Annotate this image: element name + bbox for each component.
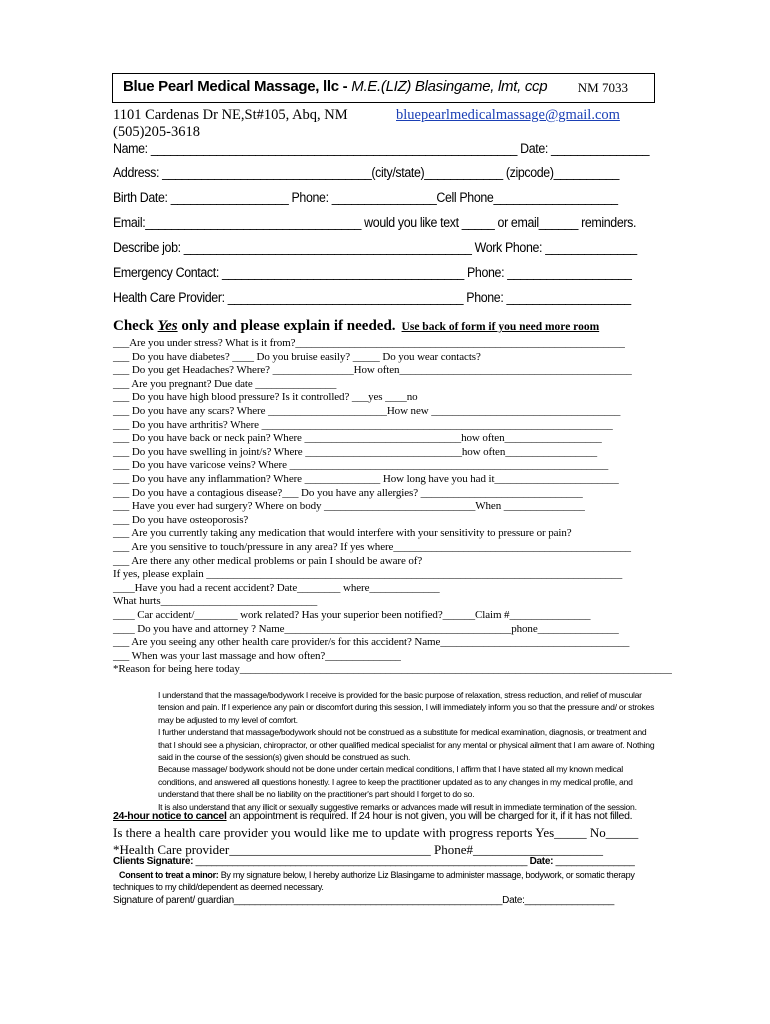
q-varicose-veins[interactable]: ___ Do you have varicose veins? Where ___________________________________________________________	[113, 459, 609, 472]
minor-consent-label: Consent to treat a minor:	[119, 870, 219, 880]
q-medication[interactable]: ___ Are you currently taking any medication that would interfere with your sensitivity to pressure or pain?	[113, 527, 572, 540]
q-explain[interactable]: If yes, please explain _____________________________________________________________________________	[113, 568, 623, 581]
email-reminders-field[interactable]: Email:_________________________________ would you like text _____ or email______ reminders.	[113, 215, 637, 230]
q-what-hurts[interactable]: What hurts_____________________________	[113, 595, 318, 608]
business-email-link[interactable]: bluepearlmedicalmassage@gmail.com	[396, 107, 620, 123]
owner-name: M.E.(LIZ) Blasingame, lmt, ccp	[347, 78, 548, 95]
q-other-problems[interactable]: ___ Are there any other medical problems or pain I should be aware of?	[113, 554, 423, 567]
q-scars[interactable]: ___ Do you have any scars? Where ______________________How new ___________________________________	[113, 405, 621, 417]
name-field[interactable]: Name: ________________________________________________________ Date: _______________	[113, 141, 650, 156]
guardian-signature-line[interactable]: Signature of parent/ guardian___________________________________________________Date:_________________	[113, 895, 615, 906]
emergency-contact-field[interactable]: Emergency Contact: _____________________________________ Phone: ___________________	[113, 265, 632, 280]
header-box	[112, 73, 655, 103]
minor-consent: Consent to treat a minor: By my signature below, I hereby authorize Liz Blasingame to administer massage, bodywork, or somatic therapy techniques to my child/dependent as deemed necessary.	[113, 870, 635, 892]
q-last-massage[interactable]: ___ When was your last massage and how often?______________	[113, 649, 401, 662]
q-arthritis[interactable]: ___ Do you have arthritis? Where _________________________________________________________________	[113, 418, 613, 431]
consent-paragraph: Because massage/ bodywork should not be done under certain medical conditions, I affirm that I have stated all my known medical conditions, and answered all questions honestly. I agree to keep the practitioner updated as to any changes in my medical profile, and understand that there shall be no liability on the practitioner's part should I forget to do so.	[158, 764, 633, 800]
consent-text	[113, 689, 658, 813]
progress-report-question[interactable]: Is there a health care provider you would like me to update with progress reports Yes_____ No_____	[113, 825, 639, 840]
checklist-heading: Check Yes only and please explain if needed. Use back of form if you need more room	[113, 318, 600, 334]
business-name: Blue Pearl Medical Massage, llc - M.E.(LIZ) Blasingame, lmt, ccp	[123, 78, 548, 95]
progress-provider-field[interactable]: *Health Care provider_______________________________ Phone#____________________	[113, 842, 603, 857]
client-signature-line[interactable]: Clients Signature: _______________________________________________________________ Date: _______________	[113, 856, 635, 867]
consent-paragraph: I further understand that massage/bodywork should not be construed as a substitute for medical examination, diagnosis, or treatment and that I should see a physician, chiropractor, or other qualified medical specialist for any mental or physical ailment that I am aware of. Nothing said in the course of the session(s) given should be construed as such.	[158, 727, 655, 763]
q-headaches[interactable]: ___ Do you get Headaches? Where? _______________How often___________________________________________	[113, 364, 632, 377]
q-blood-pressure[interactable]: ___ Do you have high blood pressure? Is it controlled? ___yes ____no	[113, 391, 418, 404]
q-inflammation[interactable]: ___ Do you have any inflammation? Where ______________ How long have you had it_______________________	[113, 473, 619, 485]
back-of-form-note: Use back of form if you need more room	[401, 321, 600, 333]
q-pregnant[interactable]: ___ Are you pregnant? Due date _______________	[113, 377, 337, 390]
health-care-provider-field[interactable]: Health Care Provider: ____________________________________ Phone: ___________________	[113, 290, 631, 305]
q-other-provider[interactable]: ___ Are you seeing any other health care provider/s for this accident? Name___________________________________	[113, 636, 630, 649]
cancel-policy-label: 24-hour notice to cancel	[113, 810, 227, 822]
q-sensitive-areas[interactable]: ___ Are you sensitive to touch/pressure in any area? If yes where____________________________________________	[113, 541, 631, 553]
business-address: 1101 Cardenas Dr NE,St#105, Abq, NM	[113, 107, 348, 123]
consent-paragraph: It is also understand that any illicit or sexually suggestive remarks or advances made will result in immediate termination of the session.	[158, 801, 637, 812]
q-recent-accident[interactable]: ____Have you had a recent accident? Date________ where_____________	[113, 581, 440, 594]
q-reason[interactable]: *Reason for being here today________________________________________________________________________________	[113, 663, 672, 676]
q-car-accident[interactable]: ____ Car accident/________ work related? Has your superior been notified?______Claim #_______________	[113, 609, 591, 621]
consent-paragraph: I understand that the massage/bodywork I receive is provided for the basic purpose of relaxation, stress reduction, and relief of muscular tension and pain. If I experience any pain or discomfort during this session, I will immediately inform you so that the pressure and/ or strokes may be adjusted to my level of comfort.	[158, 690, 655, 725]
cancel-policy: 24-hour notice to cancel an appointment is required. If 24 hour is not given, you will be charged for it, if it has not filled.	[113, 810, 633, 822]
q-swelling[interactable]: ___ Do you have swelling in joint/s? Where _____________________________how often_________________	[113, 445, 598, 458]
license-number: NM 7033	[577, 80, 628, 95]
q-surgery[interactable]: ___ Have you ever had surgery? Where on body ____________________________When _______________	[113, 500, 585, 513]
q-attorney[interactable]: ____ Do you have and attorney ? Name__________________________________________phone_______________	[113, 622, 619, 635]
q-diabetes[interactable]: ___ Do you have diabetes? ____ Do you bruise easily? _____ Do you wear contacts?	[113, 350, 481, 363]
business-phone: (505)205-3618	[113, 124, 200, 140]
q-stress[interactable]: ___Are you under stress? What is it from?_____________________________________________________________	[113, 337, 625, 349]
job-field[interactable]: Describe job: ____________________________________________ Work Phone: ______________	[113, 240, 637, 255]
q-contagious-allergies[interactable]: ___ Do you have a contagious disease?___ Do you have any allergies? ______________________________	[113, 486, 583, 499]
birthdate-phone-field[interactable]: Birth Date: __________________ Phone: ________________Cell Phone___________________	[113, 190, 618, 205]
q-back-neck-pain[interactable]: ___ Do you have back or neck pain? Where _____________________________how often__________________	[113, 432, 602, 445]
q-osteoporosis[interactable]: ___ Do you have osteoporosis?	[113, 513, 249, 526]
address-field[interactable]: Address: ________________________________(city/state)____________ (zipcode)__________	[113, 165, 619, 180]
